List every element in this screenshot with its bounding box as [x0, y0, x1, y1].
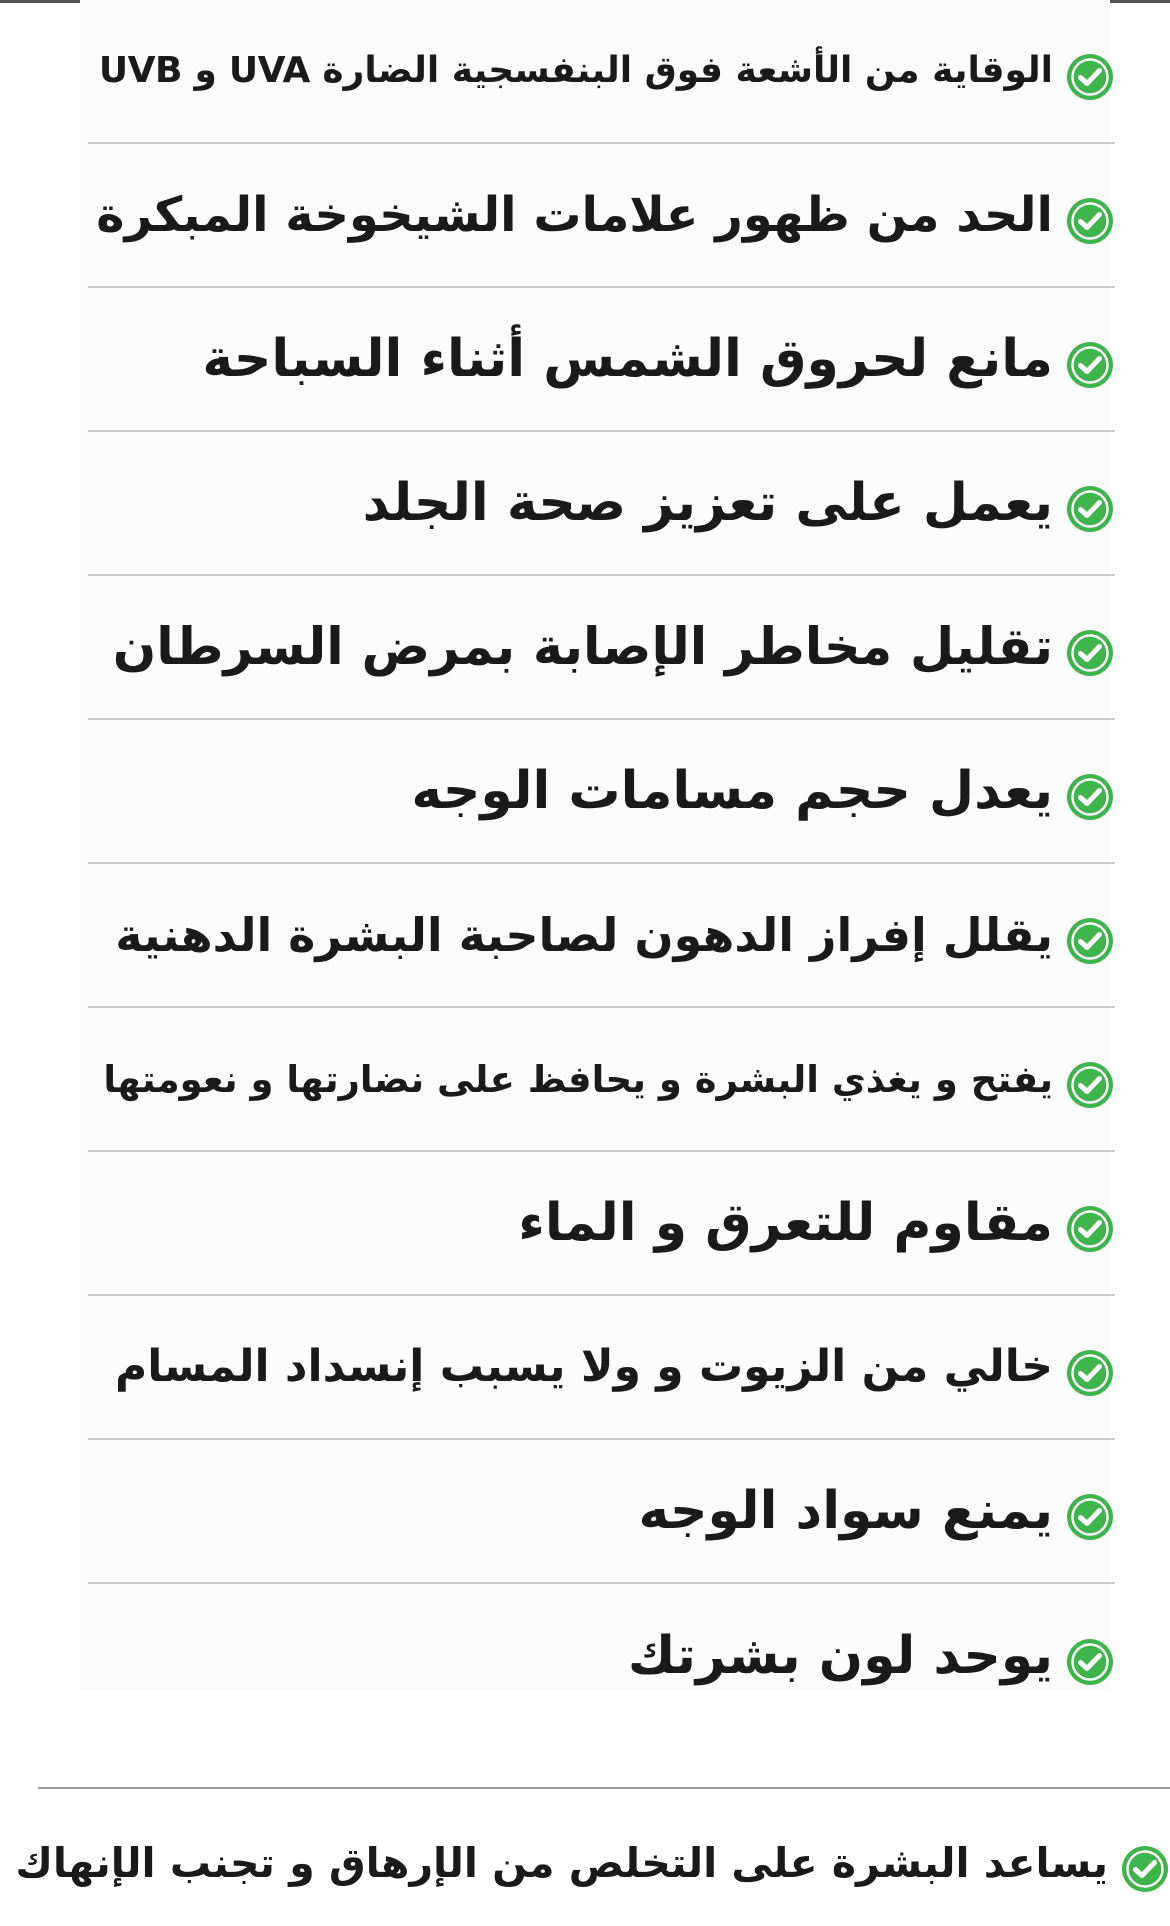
list-item [88, 720, 1115, 864]
list-item [88, 1152, 1115, 1296]
bottom-feature-item [0, 1800, 1170, 1926]
list-item [88, 432, 1115, 576]
list-item [88, 864, 1115, 1008]
list-item [88, 576, 1115, 720]
feature-text: يعدل حجم مسامات الوجه [411, 761, 1053, 821]
check-circle-icon [1065, 772, 1115, 822]
check-circle-icon [1065, 340, 1115, 390]
list-item [88, 0, 1115, 144]
feature-text: تقليل مخاطر الإصابة بمرض السرطان [112, 617, 1053, 677]
feature-text: خالي من الزيوت و ولا يسبب إنسداد المسام [114, 1341, 1053, 1392]
check-circle-icon [1065, 1637, 1115, 1687]
feature-text: الوقاية من الأشعة فوق البنفسجية الضارة UVA و UVB [98, 50, 1053, 91]
feature-text: الحد من ظهور علامات الشيخوخة المبكرة [96, 187, 1053, 243]
check-circle-icon [1065, 1204, 1115, 1254]
list-item [88, 288, 1115, 432]
feature-text: يمنع سواد الوجه [638, 1481, 1053, 1541]
check-circle-icon [1065, 1348, 1115, 1398]
feature-text: يعمل على تعزيز صحة الجلد [362, 473, 1053, 533]
list-item [88, 1584, 1115, 1728]
list-item [88, 1296, 1115, 1440]
feature-text: يقلل إفراز الدهون لصاحبة البشرة الدهنية [115, 908, 1053, 962]
check-circle-icon [1120, 1844, 1170, 1894]
check-circle-icon [1065, 1492, 1115, 1542]
feature-text: يوحد لون بشرتك [627, 1626, 1053, 1686]
check-circle-icon [1065, 916, 1115, 966]
feature-text: مانع لحروق الشمس أثناء السباحة [202, 329, 1053, 389]
check-circle-icon [1065, 52, 1115, 102]
bottom-feature-text: يساعد البشرة على التخلص من الإرهاق و تجنب الإنهاك [15, 1838, 1108, 1887]
bottom-divider [38, 1787, 1170, 1789]
check-circle-icon [1065, 1060, 1115, 1110]
list-item [88, 1440, 1115, 1584]
check-circle-icon [1065, 628, 1115, 678]
feature-text: يفتح و يغذي البشرة و يحافظ على نضارتها و نعومتها [103, 1057, 1053, 1101]
check-circle-icon [1065, 484, 1115, 534]
feature-list [88, 0, 1115, 1728]
check-circle-icon [1065, 196, 1115, 246]
list-item [88, 1008, 1115, 1152]
list-item [88, 144, 1115, 288]
feature-text: مقاوم للتعرق و الماء [518, 1193, 1053, 1253]
